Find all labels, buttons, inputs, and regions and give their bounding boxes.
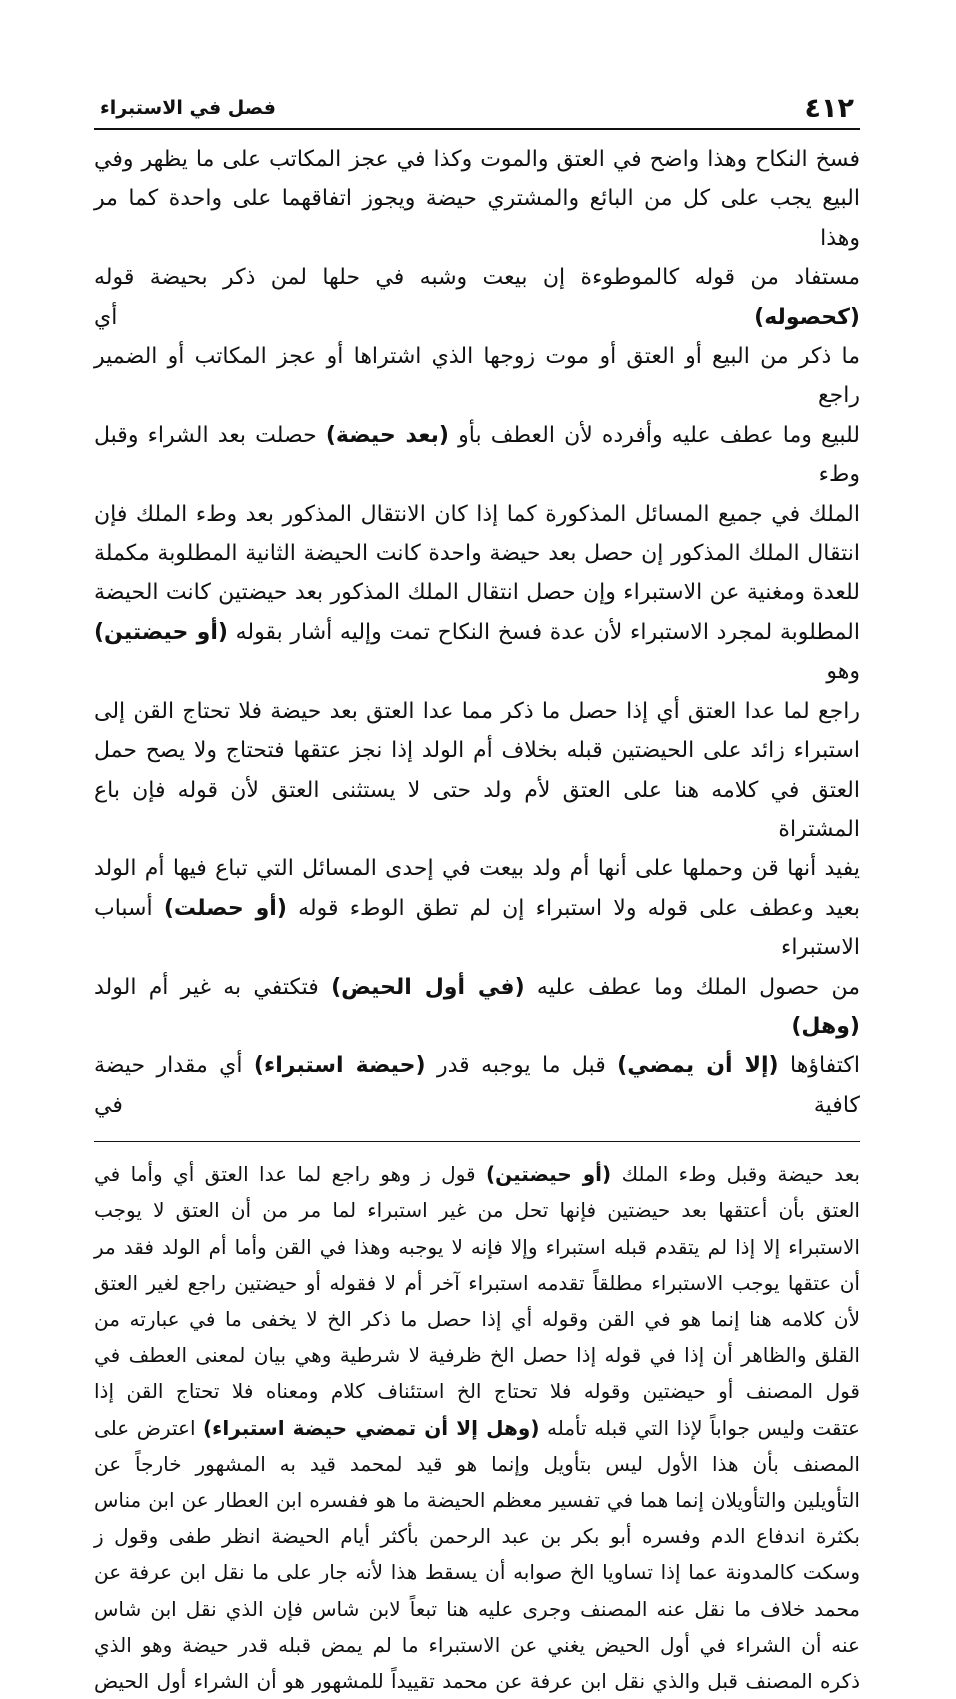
main-line xyxy=(94,968,860,1047)
footnote-line xyxy=(94,1482,860,1518)
footnote-text-run: قول المصنف أو حيضتين وقوله فلا تحتاج الخ استئناف كلام ومعناه فلا تحتاج القن إذا xyxy=(94,1379,860,1404)
footnote-text-run: عتقت وليس جواباً لإذا التي قبله تأمله xyxy=(539,1415,860,1440)
main-text-run: من حصول الملك وما عطف عليه xyxy=(524,974,860,1000)
footnote-line xyxy=(94,1591,860,1627)
main-text-run: أي xyxy=(94,304,755,330)
footnote-text-run: محمد خلاف ما نقل عنه المصنف وجرى عليه هنا تبعاً لابن شاس فإن الذي نقل ابن شاس xyxy=(94,1596,860,1621)
footnote-text-run: التأويلين والتأويلان إنما هما في تفسير معظم الحيضة ما هو ففسره ابن العطار عن ابن مناس xyxy=(94,1487,860,1512)
main-line xyxy=(94,179,860,258)
main-text-run: للبيع وما عطف عليه وأفرده لأن العطف بأو xyxy=(449,422,861,448)
main-text-run: للعدة ومغنية عن الاستبراء وإن حصل انتقال الملك المذكور بعد حيضتين كانت الحيضة xyxy=(94,580,860,606)
footnote-line xyxy=(94,1663,860,1699)
main-line xyxy=(94,613,860,692)
main-text-run: انتقال الملك المذكور إن حصل بعد حيضة واحدة كانت الحيضة الثانية المطلوبة مكملة xyxy=(94,541,860,567)
footnote-text-run: ذكره المصنف قبل والذي نقل ابن عرفة عن محمد تقييداً للمشهور هو أن الشراء أول الحيض xyxy=(94,1669,860,1693)
main-line xyxy=(94,416,860,495)
main-text-run: وهو xyxy=(826,659,860,685)
main-line xyxy=(94,495,860,534)
main-line xyxy=(94,140,860,179)
footnote-text-run: المصنف بأن هذا الأول ليس بتأويل وإنما هو قيد لمحمد قيد به المشهور خارجاً عن xyxy=(94,1451,860,1476)
main-bold-phrase: (حيضة استبراء) xyxy=(253,1053,426,1079)
footnote-divider xyxy=(94,1141,860,1142)
main-text-run: أي مقدار حيضة كافية في xyxy=(94,1053,860,1118)
main-line xyxy=(94,731,860,770)
footnote-text-run: أن عتقها يوجب الاستبراء مطلقاً تقدمه استبراء آخر أم لا فقوله أو حيضتين راجع لغير العتق xyxy=(94,1270,860,1295)
main-bold-phrase: (في أول الحيض) xyxy=(331,974,525,1000)
footnote-line xyxy=(94,1554,860,1590)
main-text-run: اكتفاؤها xyxy=(778,1053,861,1079)
footnote-line xyxy=(94,1229,860,1265)
main-line xyxy=(94,258,860,337)
main-text-run: راجع لما عدا العتق أي إذا حصل ما ذكر مما عدا العتق بعد حيضة فلا تحتاج القن إلى xyxy=(94,698,860,724)
page-number: ٤١٢ xyxy=(804,92,854,124)
main-line xyxy=(94,849,860,888)
main-text-run: فتكتفي به غير أم الولد xyxy=(94,974,332,1000)
main-text-run: قبل ما يوجبه قدر xyxy=(425,1053,618,1079)
footnote-line xyxy=(94,1301,860,1337)
main-bold-phrase: (أو حيضتين) xyxy=(94,619,228,645)
main-bold-phrase: (إلا أن يمضي) xyxy=(617,1053,779,1079)
main-text-run: بعيد وعطف على قوله ولا استبراء إن لم تطق الوطء قوله xyxy=(286,895,860,921)
main-text-run: مستفاد من قوله كالموطوءة إن بيعت وشبه في حلها لمن ذكر بحيضة قوله xyxy=(94,265,860,291)
main-line xyxy=(94,573,860,612)
footnote-line xyxy=(94,1192,860,1228)
footnote-line xyxy=(94,1265,860,1301)
footnote-text-run: قول ز وهو راجع لما عدا العتق أي وأما في xyxy=(94,1162,486,1187)
footnote-line xyxy=(94,1518,860,1554)
main-bold-phrase: (كحصوله) xyxy=(754,304,860,330)
main-line xyxy=(94,771,860,850)
main-line xyxy=(94,889,860,968)
main-text-run: الملك في جميع المسائل المذكورة كما إذا كان الانتقال المذكور بعد وطء الملك فإن xyxy=(94,501,860,527)
main-text-run: فسخ النكاح وهذا واضح في العتق والموت وكذا في عجز المكاتب على ما يظهر وفي xyxy=(94,147,860,172)
main-text-run: البيع يجب على كل من البائع والمشتري حيضة ويجوز اتفاقهما على واحدة كما مر وهذا xyxy=(94,186,860,251)
footnote-text-run: عنه أن الشراء في أول الحيض يغني عن الاستبراء ما لم يمض قبله قدر حيضة وهو الذي xyxy=(94,1632,860,1657)
main-line xyxy=(94,534,860,573)
main-bold-phrase: (وهل) xyxy=(791,1013,860,1039)
footnote-bold-phrase: (أو حيضتين) xyxy=(486,1162,612,1187)
main-line xyxy=(94,1046,860,1125)
page-header xyxy=(94,88,860,130)
main-bold-phrase: (بعد حيضة) xyxy=(325,422,449,448)
main-line xyxy=(94,337,860,416)
footnote-text-run: الاستبراء إلا إذا لم يتقدم قبله استبراء وإلا فإنه لا يوجبه وهذا في القن وأما أم الولد فقد مر xyxy=(94,1234,860,1259)
footnote-line xyxy=(94,1156,860,1192)
footnote-line xyxy=(94,1446,860,1482)
footnote-text-run: بكثرة اندفاع الدم وفسره أبو بكر بن عبد الرحمن بأكثر أيام الحيضة انظر طفى وقول ز xyxy=(94,1524,860,1549)
footnote-text-run: بعد حيضة وقبل وطء الملك xyxy=(611,1162,860,1187)
book-page xyxy=(94,88,861,1693)
footnote-text-run: القلق والظاهر أن إذا في قوله إذا حصل الخ ظرفية لا شرطية وهي بيان لمعنى العطف في xyxy=(94,1343,860,1368)
main-text-run: المطلوبة لمجرد الاستبراء لأن عدة فسخ النكاح تمت وإليه أشار بقوله xyxy=(227,619,860,645)
footnote-text-run: اعترض على xyxy=(94,1415,204,1440)
main-text-run: العتق في كلامه هنا على العتق لأم ولد حتى لا يستثنى العتق لأن قوله فإن باع المشتراة xyxy=(94,777,860,842)
footnote-line xyxy=(94,1410,860,1446)
running-title: فصل في الاستبراء xyxy=(100,97,276,119)
footnote-text-run: لأن كلامه هنا إنما هو في القن وقوله أي إذا حصل ما ذكر الخ لا يخفى ما في عبارته من xyxy=(94,1306,860,1331)
footnote-text xyxy=(94,1156,860,1699)
footnote-line xyxy=(94,1373,860,1409)
main-text-run: يفيد أنها قن وحملها على أنها أم ولد بيعت في إحدى المسائل التي تباع فيها أم الولد xyxy=(94,856,860,882)
footnote-line xyxy=(94,1627,860,1663)
main-line xyxy=(94,692,860,731)
footnote-bold-phrase: (وهل إلا أن تمضي حيضة استبراء) xyxy=(203,1415,540,1440)
footnote-text-run: وسكت كالمدونة عما إذا تساويا الخ صوابه أن يسقط هذا لأنه جار على ما نقل ابن عرفة عن xyxy=(94,1560,860,1585)
footnote-text-run: العتق بأن أعتقها بعد حيضتين فإنها تحل من غير استبراء لما مر من أن العتق لا يوجب xyxy=(94,1198,860,1223)
main-text-run: أسباب الاستبراء xyxy=(94,895,860,961)
main-text-run: حصلت بعد الشراء وقبل وطء xyxy=(94,422,860,488)
footnote-line xyxy=(94,1337,860,1373)
main-text-run: ما ذكر من البيع أو العتق أو موت زوجها الذي اشتراها أو عجز المكاتب أو الضمير راجع xyxy=(94,344,860,409)
main-bold-phrase: (أو حصلت) xyxy=(163,895,287,921)
main-text-run: استبراء زائد على الحيضتين قبله بخلاف أم الولد إذا نجز عتقها فتحتاج ولا يصح حمل xyxy=(94,738,860,764)
main-text xyxy=(94,140,860,1125)
